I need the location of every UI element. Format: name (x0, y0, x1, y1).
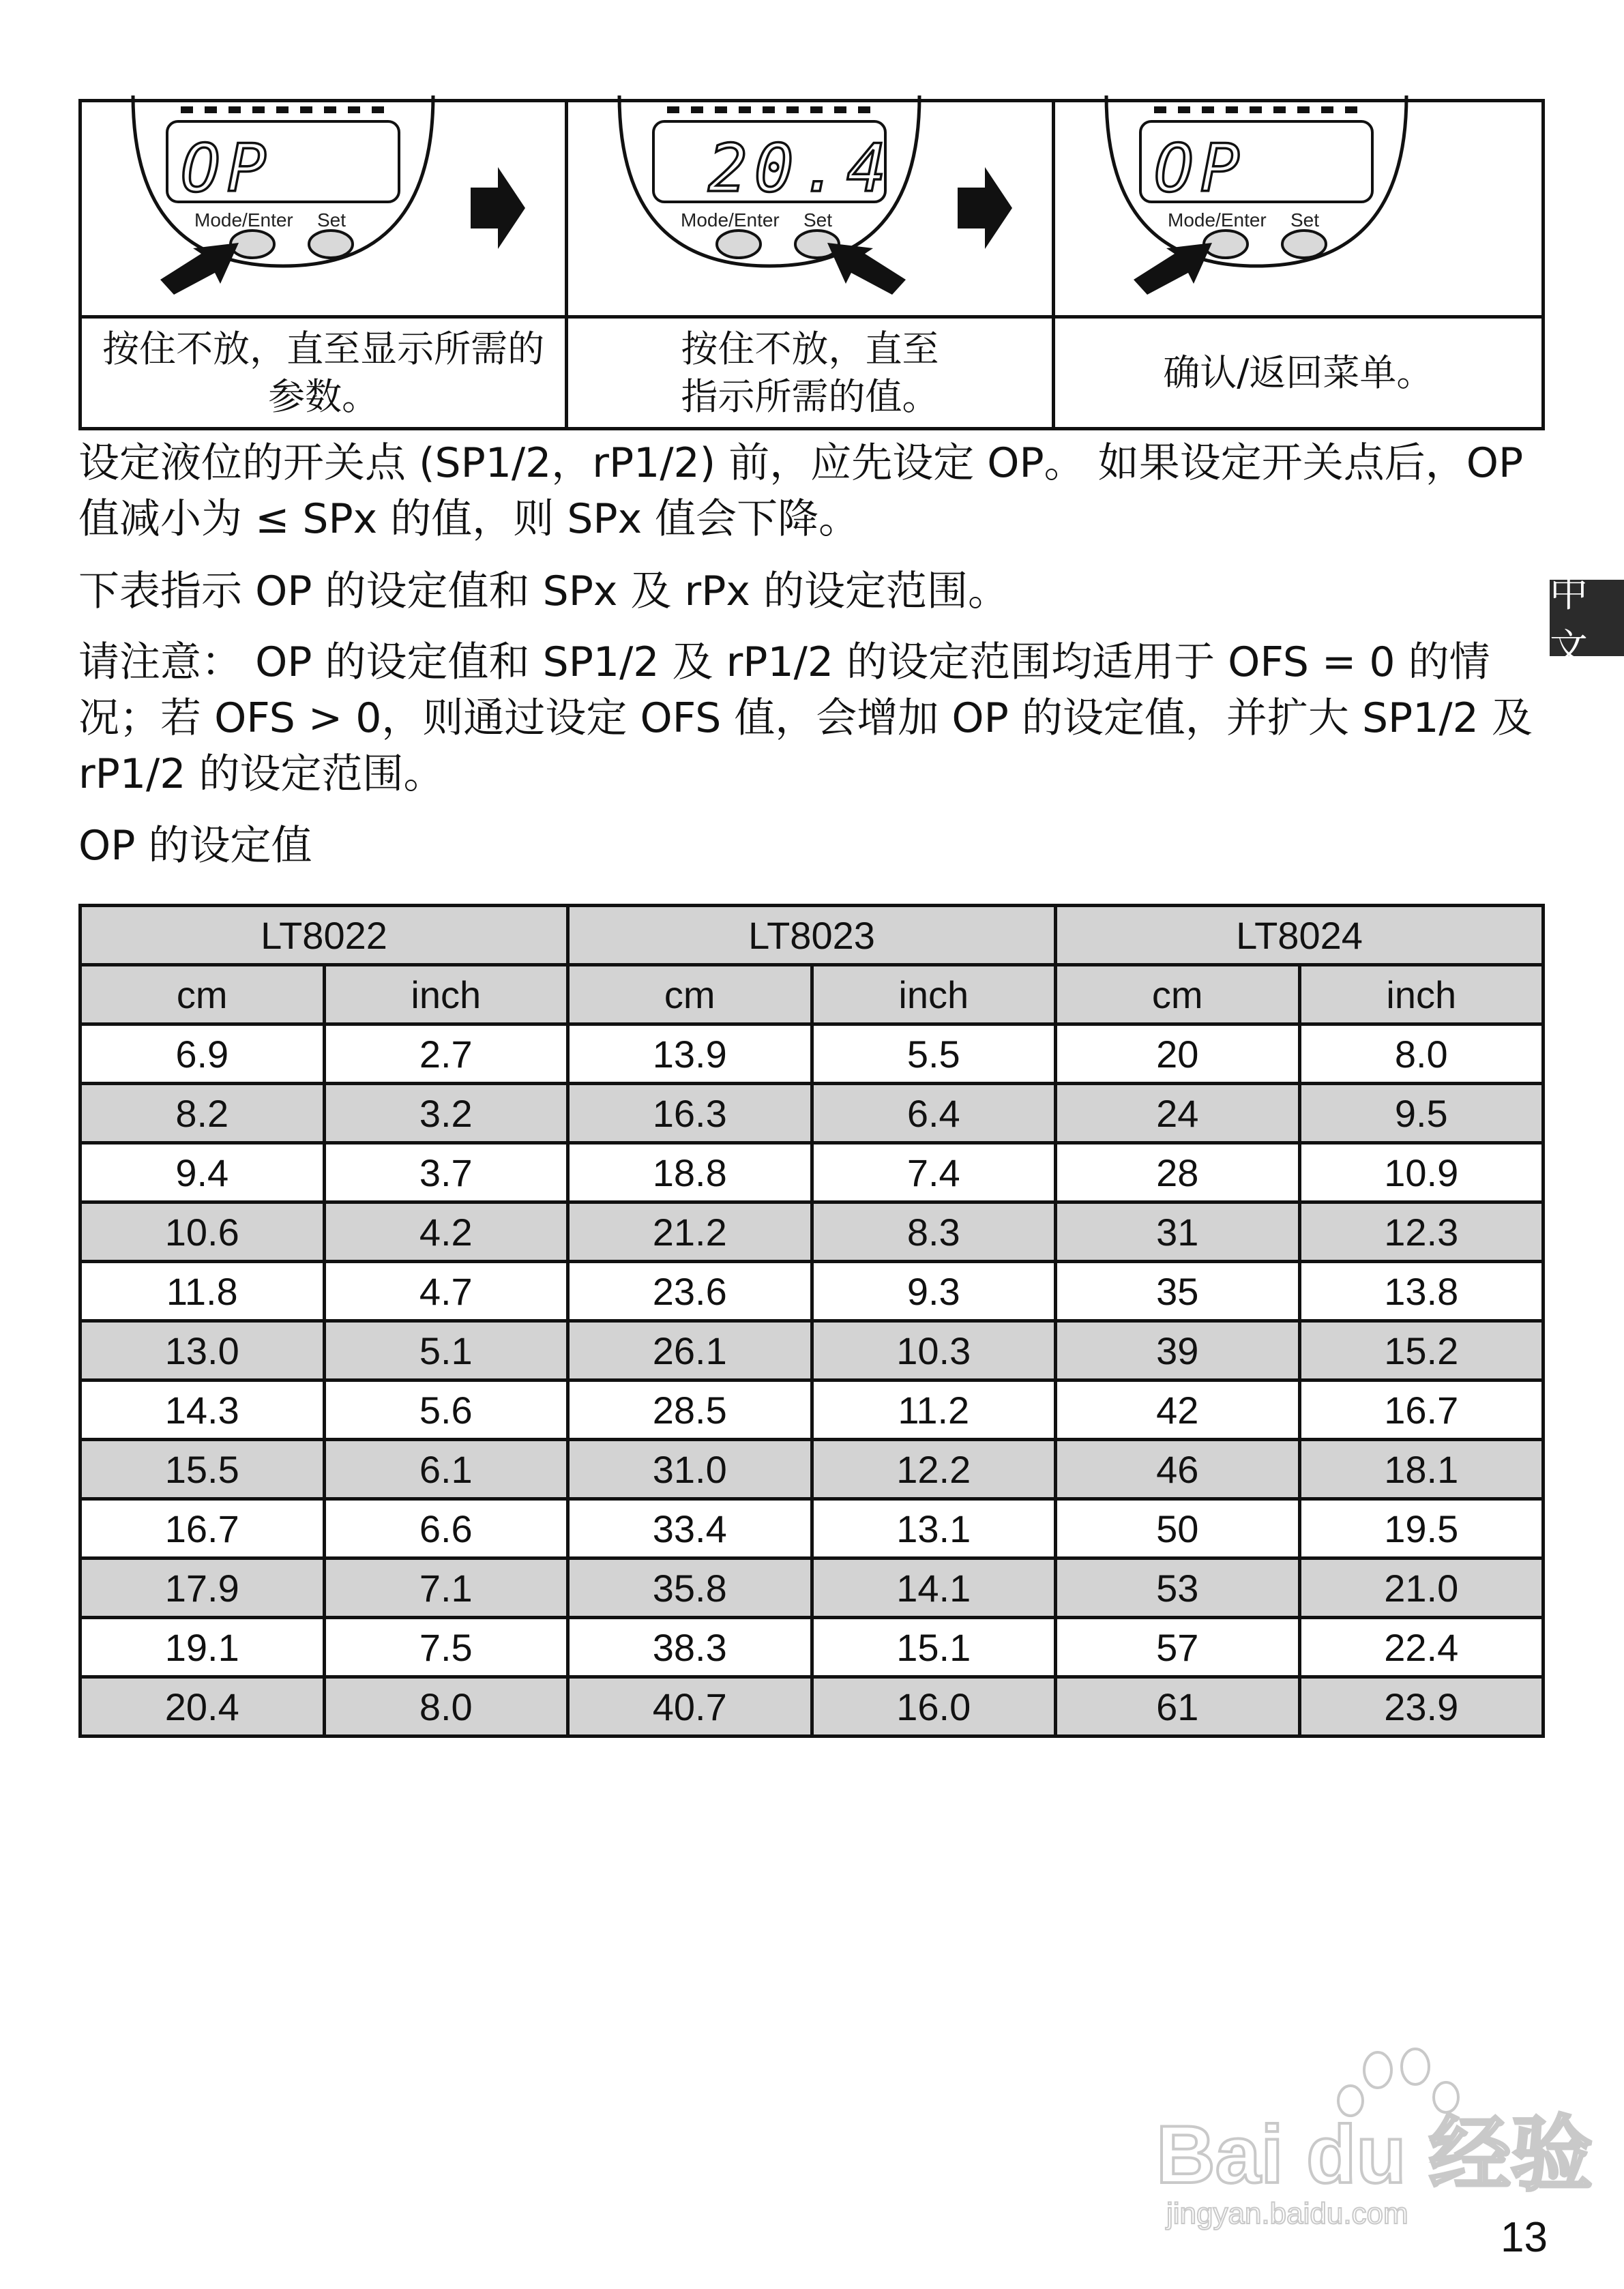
step-2-line-1: 按住不放，直至 (681, 327, 939, 371)
table-cell: 16.3 (568, 1084, 812, 1143)
table-cell: 9.4 (80, 1143, 325, 1202)
table-cell: 28 (1056, 1143, 1300, 1202)
table-cell: 26.1 (568, 1321, 812, 1380)
paragraph-table-intro: 下表指示 OP 的设定值和 SPx 及 rPx 的设定范围。 (78, 567, 1009, 615)
table-cell: 31.0 (568, 1440, 812, 1499)
table-cell: 23.6 (568, 1262, 812, 1321)
table-cell: 6.4 (812, 1084, 1056, 1143)
baidu-jingyan-watermark (1153, 2039, 1593, 2237)
model-header: LT8022 (80, 906, 568, 965)
table-cell: 6.9 (80, 1024, 325, 1084)
table-cell: 6.6 (324, 1499, 568, 1559)
table-row (80, 1440, 1544, 1499)
table-cell: 5.1 (324, 1321, 568, 1380)
table-cell: 4.7 (324, 1262, 568, 1321)
table-cell: 2.7 (324, 1024, 568, 1084)
page-number: 13 (1501, 2214, 1548, 2261)
table-cell: 28.5 (568, 1380, 812, 1440)
step-3-text: 确认/返回菜单。 (1163, 351, 1434, 394)
svg-text:Bai du 经验: Bai du 经验 (1156, 2109, 1593, 2200)
table-cell: 10.9 (1299, 1143, 1544, 1202)
step-1-line-1: 按住不放，直至显示所需的 (102, 327, 545, 371)
table-cell: 13.1 (812, 1499, 1056, 1559)
table-cell: 33.4 (568, 1499, 812, 1559)
table-cell: 9.3 (812, 1262, 1056, 1321)
table-cell: 22.4 (1299, 1618, 1544, 1677)
table-row (80, 1677, 1544, 1737)
table-cell: 7.5 (324, 1618, 568, 1677)
table-cell: 17.9 (80, 1559, 325, 1618)
table-cell: 7.1 (324, 1559, 568, 1618)
table-cell: 8.0 (1299, 1024, 1544, 1084)
table-cell: 3.2 (324, 1084, 568, 1143)
table-cell: 14.3 (80, 1380, 325, 1440)
table-cell: 19.5 (1299, 1499, 1544, 1559)
language-tab: 中文 (1550, 580, 1624, 656)
table-cell: 5.5 (812, 1024, 1056, 1084)
table-caption: OP 的设定值 (78, 822, 312, 870)
svg-text:Set: Set (803, 209, 833, 231)
instruction-steps (78, 99, 1545, 430)
table-cell: 38.3 (568, 1618, 812, 1677)
table-cell: 18.1 (1299, 1440, 1544, 1499)
step-2-line-2: 指示所需的值。 (681, 374, 939, 418)
svg-text:Set: Set (317, 209, 346, 231)
table-cell: 12.2 (812, 1440, 1056, 1499)
table-cell: 15.1 (812, 1618, 1056, 1677)
table-cell: 21.2 (568, 1202, 812, 1262)
unit-header: cm (80, 965, 325, 1024)
table-row (80, 1262, 1544, 1321)
unit-header: inch (1299, 965, 1544, 1024)
table-cell: 39 (1056, 1321, 1300, 1380)
table-body (80, 1024, 1544, 1737)
table-cell: 13.9 (568, 1024, 812, 1084)
model-header: LT8024 (1056, 906, 1544, 965)
device-display-illustration (119, 82, 447, 273)
model-header-row (80, 906, 1544, 965)
unit-header-row (80, 965, 1544, 1024)
table-cell: 15.2 (1299, 1321, 1544, 1380)
table-cell: 35.8 (568, 1559, 812, 1618)
step-2-caption (568, 319, 1054, 427)
table-cell: 10.6 (80, 1202, 325, 1262)
table-cell: 46 (1056, 1440, 1300, 1499)
unit-header: cm (1056, 965, 1300, 1024)
table-cell: 12.3 (1299, 1202, 1544, 1262)
step-1-caption (82, 319, 568, 427)
table-row (80, 1499, 1544, 1559)
step-1-illustration (82, 102, 568, 319)
table-cell: 16.0 (812, 1677, 1056, 1737)
table-cell: 10.3 (812, 1321, 1056, 1380)
paragraph-ofs-note: 请注意： OP 的设定值和 SP1/2 及 rP1/2 的设定范围均适用于 OFS = 0 的情况；若 OFS > 0，则通过设定 OFS 值，会增加 OP 的设定值，并扩大 SP1/2 及 rP1/2 的设定范围。 (78, 638, 1533, 798)
step-1-line-2: 参数。 (268, 374, 379, 418)
table-cell: 3.7 (324, 1143, 568, 1202)
next-step-arrow-icon (958, 167, 1012, 249)
table-cell: 61 (1056, 1677, 1300, 1737)
table-cell: 40.7 (568, 1677, 812, 1737)
table-cell: 4.2 (324, 1202, 568, 1262)
next-step-arrow-icon (471, 167, 525, 249)
table-cell: 6.1 (324, 1440, 568, 1499)
step-3-caption (1055, 319, 1541, 427)
table-cell: 50 (1056, 1499, 1300, 1559)
table-row (80, 1321, 1544, 1380)
table-cell: 53 (1056, 1559, 1300, 1618)
device-display-illustration (606, 82, 933, 273)
table-cell: 11.8 (80, 1262, 325, 1321)
svg-text:20.4: 20.4 (708, 130, 894, 207)
table-cell: 42 (1056, 1380, 1300, 1440)
table-cell: 18.8 (568, 1143, 812, 1202)
svg-text:OP: OP (181, 130, 274, 207)
svg-text:Mode/Enter: Mode/Enter (1167, 209, 1267, 231)
table-cell: 20.4 (80, 1677, 325, 1737)
op-settings-table (78, 904, 1545, 1738)
table-row (80, 1202, 1544, 1262)
paragraph-op-before-switchpoints: 设定液位的开关点 (SP1/2，rP1/2) 前，应先设定 OP。 如果设定开关点后，OP 值减小为 ≤ SPx 的值，则 SPx 值会下降。 (78, 439, 1524, 543)
table-cell: 8.3 (812, 1202, 1056, 1262)
svg-text:Mode/Enter: Mode/Enter (681, 209, 780, 231)
table-cell: 13.0 (80, 1321, 325, 1380)
svg-text:Mode/Enter: Mode/Enter (194, 209, 293, 231)
table-row (80, 1380, 1544, 1440)
unit-header: cm (568, 965, 812, 1024)
table-cell: 11.2 (812, 1380, 1056, 1440)
table-cell: 57 (1056, 1618, 1300, 1677)
step-3-illustration (1055, 102, 1541, 319)
table-cell: 16.7 (80, 1499, 325, 1559)
table-row (80, 1559, 1544, 1618)
table-cell: 31 (1056, 1202, 1300, 1262)
table-cell: 16.7 (1299, 1380, 1544, 1440)
table-cell: 8.0 (324, 1677, 568, 1737)
table-cell: 21.0 (1299, 1559, 1544, 1618)
table-cell: 20 (1056, 1024, 1300, 1084)
table-cell: 35 (1056, 1262, 1300, 1321)
table-cell: 14.1 (812, 1559, 1056, 1618)
table-cell: 9.5 (1299, 1084, 1544, 1143)
svg-text:jingyan.baidu.com: jingyan.baidu.com (1166, 2197, 1408, 2230)
table-cell: 8.2 (80, 1084, 325, 1143)
table-row (80, 1143, 1544, 1202)
table-cell: 7.4 (812, 1143, 1056, 1202)
table-row (80, 1024, 1544, 1084)
table-cell: 5.6 (324, 1380, 568, 1440)
table-cell: 13.8 (1299, 1262, 1544, 1321)
unit-header: inch (812, 965, 1056, 1024)
table-row (80, 1084, 1544, 1143)
table-cell: 24 (1056, 1084, 1300, 1143)
svg-text:Set: Set (1290, 209, 1319, 231)
table-cell: 15.5 (80, 1440, 325, 1499)
unit-header: inch (324, 965, 568, 1024)
table-cell: 19.1 (80, 1618, 325, 1677)
table-row (80, 1618, 1544, 1677)
device-display-illustration (1093, 82, 1420, 273)
model-header: LT8023 (568, 906, 1056, 965)
step-2-illustration (568, 102, 1054, 319)
table-cell: 23.9 (1299, 1677, 1544, 1737)
svg-text:OP: OP (1153, 130, 1247, 207)
